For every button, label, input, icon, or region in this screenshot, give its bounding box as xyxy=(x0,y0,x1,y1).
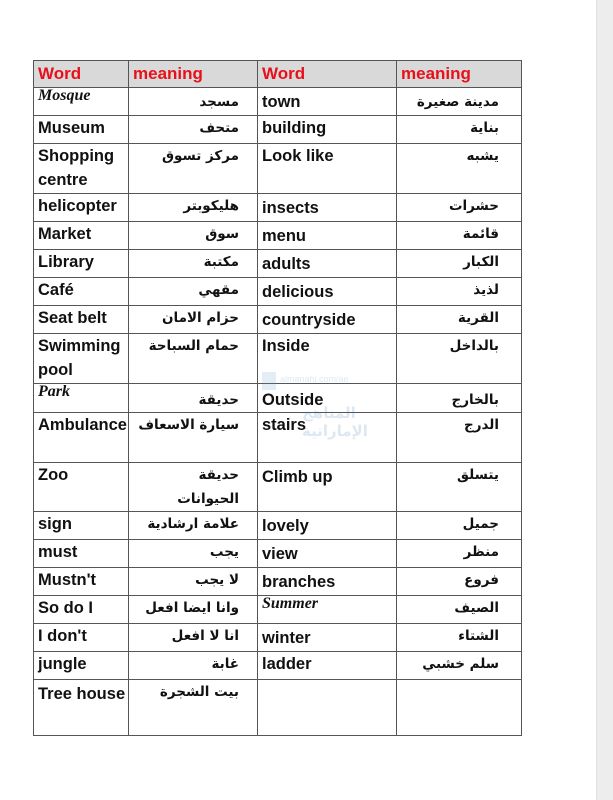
meaning-cell: يجب xyxy=(129,540,258,568)
meaning-cell: هليكوبتر xyxy=(129,194,258,222)
word-cell: countryside xyxy=(258,306,397,334)
meaning-cell: غابة xyxy=(129,652,258,680)
word-cell: Mosque xyxy=(34,88,129,116)
meaning-cell: مكتبة xyxy=(129,250,258,278)
meaning-cell: الصيف xyxy=(397,596,522,624)
table-row xyxy=(34,512,522,540)
word-cell: must xyxy=(34,540,129,568)
header-word-2: Word xyxy=(258,61,397,88)
table-row xyxy=(34,306,522,334)
meaning-cell: يشبه xyxy=(397,144,522,194)
word-cell: So do I xyxy=(34,596,129,624)
meaning-cell: مدينة صغيرة xyxy=(397,88,522,116)
word-cell: menu xyxy=(258,222,397,250)
table-row xyxy=(34,222,522,250)
header-word-1: Word xyxy=(34,61,129,88)
word-cell: town xyxy=(258,88,397,116)
table-row xyxy=(34,194,522,222)
word-cell: Mustn't xyxy=(34,568,129,596)
table-row xyxy=(34,568,522,596)
meaning-cell: فروع xyxy=(397,568,522,596)
word-cell: adults xyxy=(258,250,397,278)
word-cell xyxy=(258,680,397,736)
word-cell: Climb up xyxy=(258,463,397,512)
word-cell: Summer xyxy=(258,596,397,624)
meaning-cell: لذيذ xyxy=(397,278,522,306)
word-cell: Ambulance xyxy=(34,413,129,463)
word-cell: jungle xyxy=(34,652,129,680)
meaning-cell: جميل xyxy=(397,512,522,540)
word-cell: Shopping centre xyxy=(34,144,129,194)
meaning-cell xyxy=(397,680,522,736)
table-row xyxy=(34,144,522,194)
meaning-cell: بناية xyxy=(397,116,522,144)
word-cell: helicopter xyxy=(34,194,129,222)
word-cell: Market xyxy=(34,222,129,250)
word-cell: building xyxy=(258,116,397,144)
table-row xyxy=(34,116,522,144)
watermark-logo-icon xyxy=(262,372,276,390)
watermark-logo xyxy=(262,372,382,440)
word-cell: Museum xyxy=(34,116,129,144)
header-meaning-1: meaning xyxy=(129,61,258,88)
meaning-cell: سلم خشبي xyxy=(397,652,522,680)
meaning-cell: يتسلق xyxy=(397,463,522,512)
meaning-cell: لا يجب xyxy=(129,568,258,596)
meaning-cell: القرية xyxy=(397,306,522,334)
word-cell: Swimming pool xyxy=(34,334,129,384)
word-cell: sign xyxy=(34,512,129,540)
table-row xyxy=(34,680,522,736)
header-meaning-2: meaning xyxy=(397,61,522,88)
meaning-cell: مقهي xyxy=(129,278,258,306)
word-cell: Look like xyxy=(258,144,397,194)
table-row xyxy=(34,540,522,568)
word-cell: Library xyxy=(34,250,129,278)
word-cell: stairs xyxy=(258,413,397,463)
word-cell: Zoo xyxy=(34,463,129,512)
meaning-cell: بالداخل xyxy=(397,334,522,384)
word-cell: Seat belt xyxy=(34,306,129,334)
watermark-url: almanahj.com/ae xyxy=(280,374,349,384)
table-row xyxy=(34,250,522,278)
table-header-row xyxy=(34,61,522,88)
word-cell: Tree house xyxy=(34,680,129,736)
word-cell: Park xyxy=(34,384,129,413)
word-cell: I don't xyxy=(34,624,129,652)
word-cell: Inside xyxy=(258,334,397,384)
meaning-cell: الدرج xyxy=(397,413,522,463)
table-row xyxy=(34,624,522,652)
scrollbar-track[interactable] xyxy=(596,0,613,800)
meaning-cell: متحف xyxy=(129,116,258,144)
meaning-cell: بالخارج xyxy=(397,384,522,413)
word-cell: view xyxy=(258,540,397,568)
meaning-cell: انا لا افعل xyxy=(129,624,258,652)
meaning-cell: حشرات xyxy=(397,194,522,222)
meaning-cell: سيارة الاسعاف xyxy=(129,413,258,463)
meaning-cell: قائمة xyxy=(397,222,522,250)
meaning-cell: الكبار xyxy=(397,250,522,278)
table-row xyxy=(34,463,522,512)
word-cell: lovely xyxy=(258,512,397,540)
word-cell: ladder xyxy=(258,652,397,680)
meaning-cell: مركز تسوق xyxy=(129,144,258,194)
meaning-cell: حديقة xyxy=(129,384,258,413)
table-row xyxy=(34,596,522,624)
meaning-cell: منظر xyxy=(397,540,522,568)
meaning-cell: حمام السباحة xyxy=(129,334,258,384)
table-row xyxy=(34,652,522,680)
meaning-cell: حزام الامان xyxy=(129,306,258,334)
meaning-cell: وانا ايضا افعل xyxy=(129,596,258,624)
word-cell: Café xyxy=(34,278,129,306)
word-cell: branches xyxy=(258,568,397,596)
word-cell: Outside xyxy=(258,384,397,413)
meaning-cell: سوق xyxy=(129,222,258,250)
word-cell: insects xyxy=(258,194,397,222)
meaning-cell: بيت الشجرة xyxy=(129,680,258,736)
table-row xyxy=(34,88,522,116)
word-cell: winter xyxy=(258,624,397,652)
watermark-text: المناهج الإماراتية xyxy=(302,405,368,440)
table-row xyxy=(34,278,522,306)
meaning-cell: علامة ارشادية xyxy=(129,512,258,540)
word-cell: delicious xyxy=(258,278,397,306)
meaning-cell: الشتاء xyxy=(397,624,522,652)
meaning-cell: مسجد xyxy=(129,88,258,116)
meaning-cell: حديقة الحيوانات xyxy=(129,463,258,512)
